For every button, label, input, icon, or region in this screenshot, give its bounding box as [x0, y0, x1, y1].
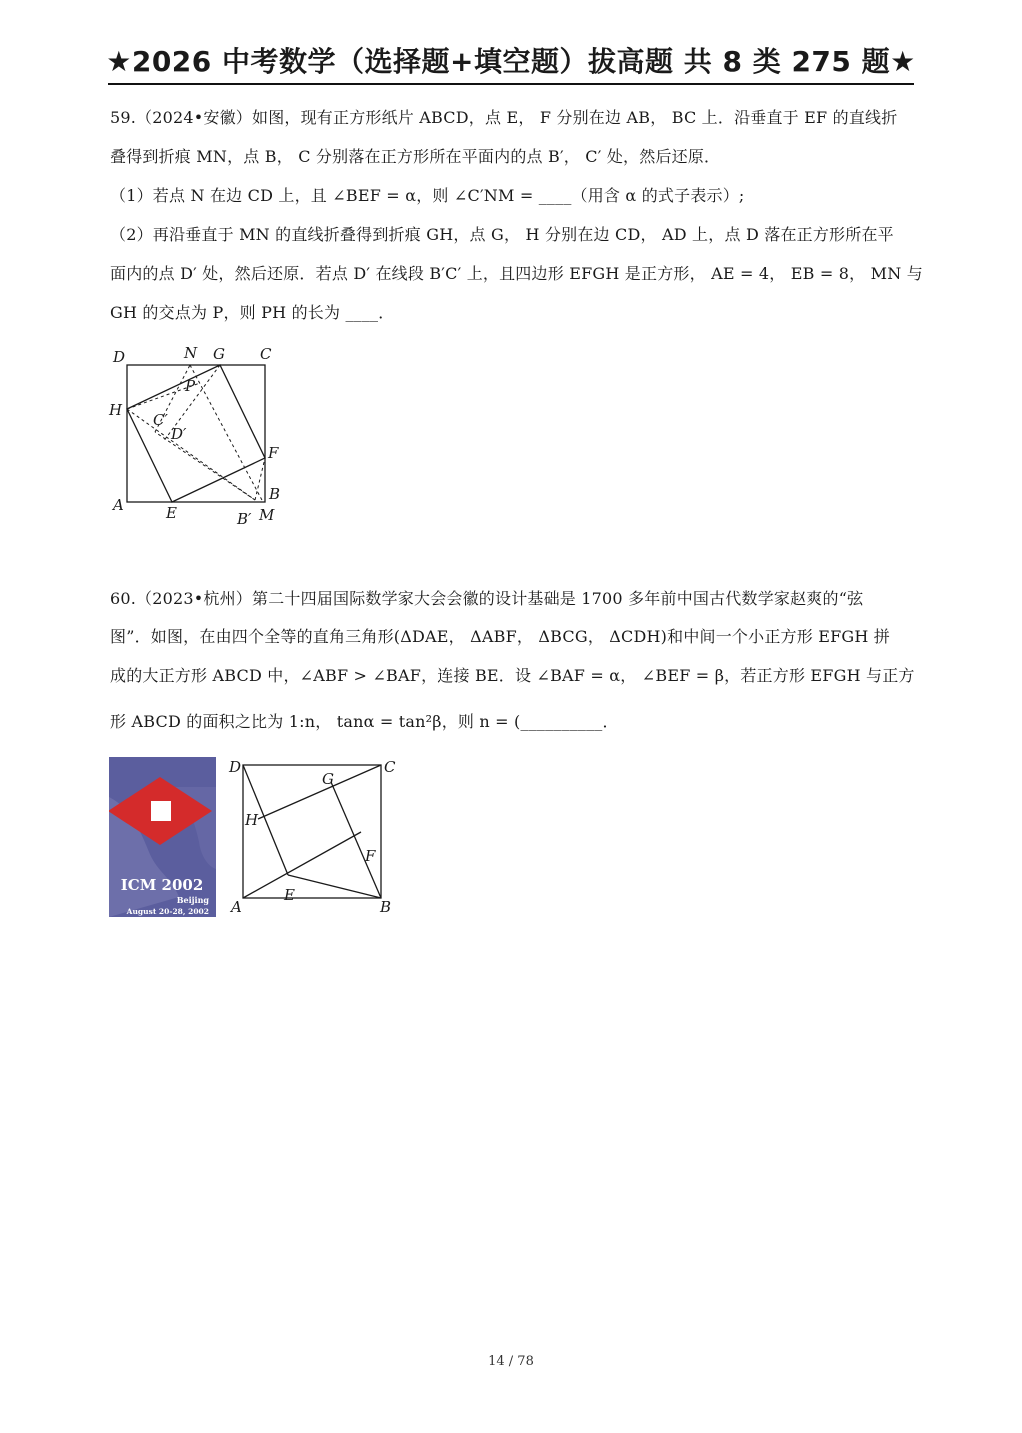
- q59-line-3: （1）若点 N 在边 CD 上，且 ∠BEF = α，则 ∠C′NM = ____（用含 α 的式子表示）;: [110, 186, 745, 205]
- q59-figure: [105, 340, 295, 530]
- q59-fold-mn: [190, 365, 263, 502]
- q59-label-c1: C′: [153, 411, 168, 429]
- logo-city: Beijing: [176, 895, 209, 905]
- q59-label-p: P: [185, 377, 196, 395]
- q59-line-1: 59.（2024•安徽）如图，现有正方形纸片 ABCD，点 E， F 分别在边 AB， BC 上．沿垂直于 EF 的直线折: [110, 108, 898, 127]
- q60-label-a: A: [231, 898, 242, 916]
- q60-label-e: E: [284, 886, 295, 904]
- q59-dash-b1f: [255, 458, 265, 500]
- q59-dash-b1c1: [155, 432, 255, 500]
- q60-line-ch: [258, 765, 381, 819]
- q59-label-c: C: [260, 345, 272, 363]
- q60-label-h: H: [245, 811, 259, 829]
- page-number: 14 / 78: [488, 1354, 534, 1369]
- q59-square-efgh: [127, 365, 265, 502]
- q59-label-n: N: [184, 344, 198, 362]
- q60-label-f: F: [365, 847, 376, 865]
- q59-label-f: F: [268, 444, 279, 462]
- q60-line-4: 形 ABCD 的面积之比为 1:n， tanα = tan²β，则 n = (__________．: [110, 712, 619, 731]
- logo-dates: August 20-28, 2002: [126, 907, 209, 916]
- q60-label-g: G: [322, 770, 334, 788]
- q59-label-d: D: [113, 348, 126, 366]
- q60-line-3: 成的大正方形 ABCD 中，∠ABF > ∠BAF，连接 BE．设 ∠BAF = α， ∠BEF = β，若正方形 EFGH 与正方: [110, 666, 915, 685]
- q59-line-4: （2）再沿垂直于 MN 的直线折叠得到折痕 GH，点 G， H 分别在边 CD， AD 上，点 D 落在正方形所在平: [110, 225, 894, 244]
- q59-label-b1: B′: [237, 510, 252, 528]
- q59-line-6: GH 的交点为 P，则 PH 的长为 ____．: [110, 303, 395, 322]
- q60-label-c: C: [384, 758, 396, 776]
- q60-square-abcd: [243, 765, 381, 898]
- q59-square-abcd: [127, 365, 265, 502]
- q59-label-d1: D′: [171, 425, 187, 443]
- header-divider: [108, 83, 914, 85]
- q59-label-h: H: [109, 401, 123, 419]
- q59-label-a: A: [113, 496, 124, 514]
- q59-label-e: E: [166, 504, 177, 522]
- q60-line-1: 60.（2023•杭州）第二十四届国际数学家大会会徽的设计基础是 1700 多年前中国古代数学家赵爽的“弦: [110, 589, 864, 608]
- q59-label-g: G: [213, 345, 225, 363]
- q59-dash-hb1: [127, 409, 255, 500]
- q60-figure: [226, 755, 401, 920]
- q60-label-b: B: [380, 898, 392, 916]
- page-header-title: ★2026 中考数学（选择题+填空题）拔高题 共 8 类 275 题★: [106, 45, 916, 78]
- icm-2002-logo: [109, 757, 216, 917]
- q60-line-bg: [331, 782, 381, 898]
- q59-label-m: M: [259, 506, 275, 524]
- q59-label-b: B: [269, 485, 281, 503]
- logo-title: ICM 2002: [120, 876, 204, 894]
- q60-line-2: 图”．如图，在由四个全等的直角三角形(ΔDAE， ΔABF， ΔBCG， ΔCDH)和中间一个小正方形 EFGH 拼: [110, 627, 891, 646]
- q60-label-d: D: [229, 758, 242, 776]
- q59-line-2: 叠得到折痕 MN，点 B， C 分别落在正方形所在平面内的点 B′， C′ 处，然后还原．: [110, 147, 721, 166]
- q59-line-5: 面内的点 D′ 处，然后还原．若点 D′ 在线段 B′C′ 上，且四边形 EFGH 是正方形， AE = 4， EB = 8， MN 与: [110, 264, 923, 283]
- q60-line-be: [288, 875, 381, 898]
